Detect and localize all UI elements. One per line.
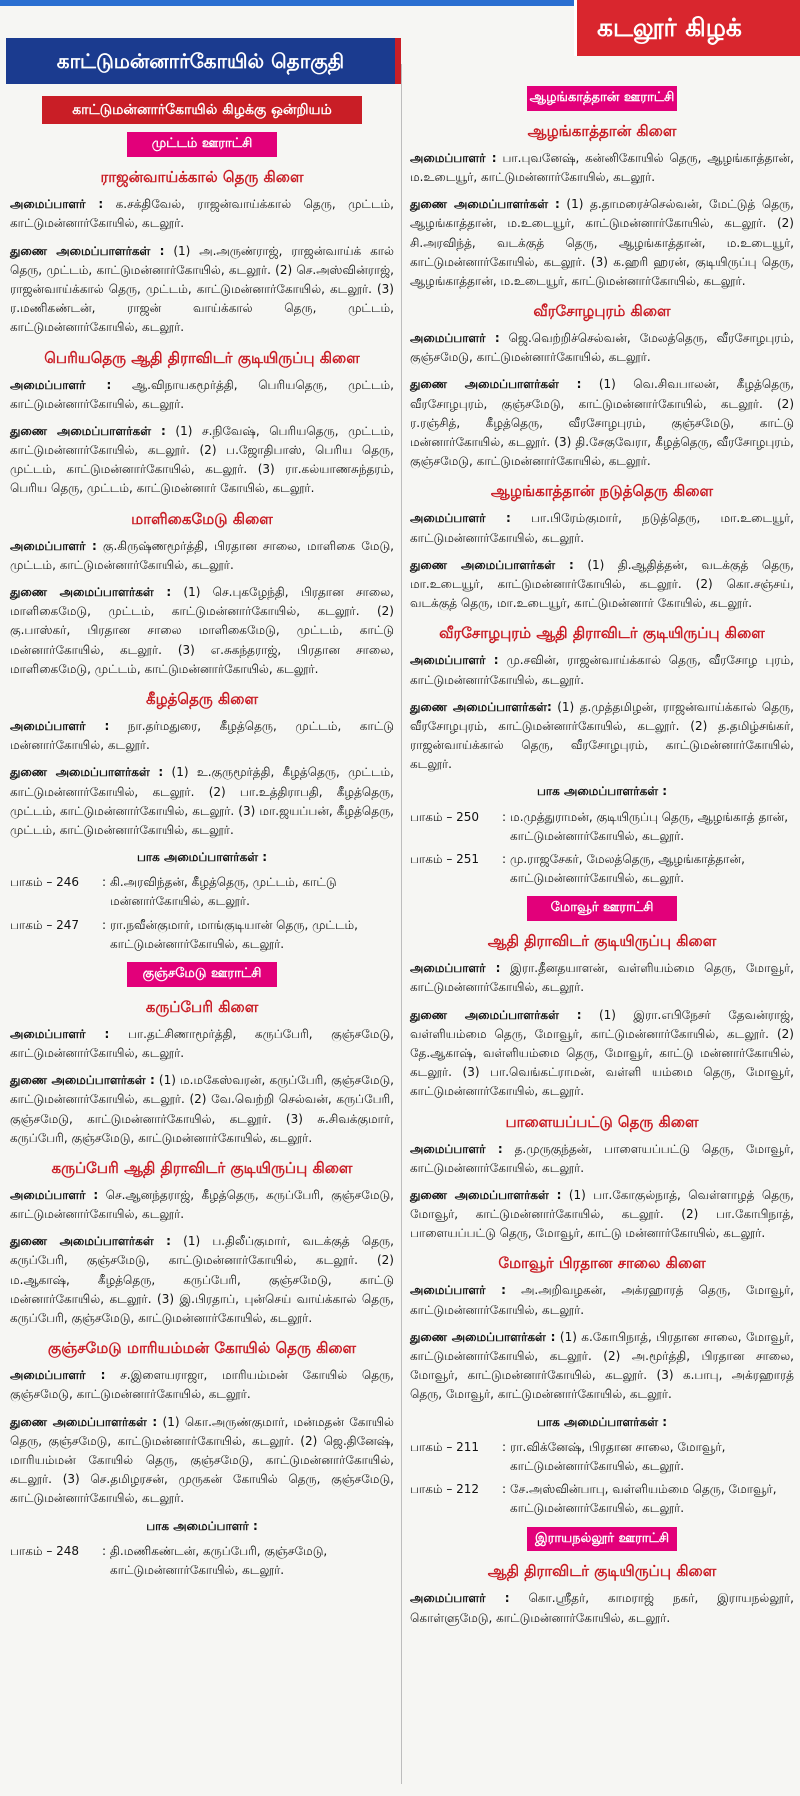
panchayat-heading: முட்டம் ஊராட்சி — [127, 132, 277, 157]
organizer-value: ஜெ.வெற்றிச்செல்வன், மேலத்தெரு, வீரசோழபுரம், குஞ்சமேடு, காட்டுமன்னார்கோயில், கடலூர். — [410, 331, 794, 365]
region-banner: கடலூர் கிழக் — [574, 0, 800, 56]
ward-organizer: கி.அரவிந்தன், கீழத்தெரு, முட்டம், காட்டு மன்னார்கோயில், கடலூர். — [110, 875, 337, 909]
deputy-entry — [410, 556, 794, 614]
organizer-value: இரா.தீனதயாளன், வள்ளியம்மை தெரு, மோவூர், காட்டுமன்னார்கோயில், கடலூர். — [410, 961, 794, 995]
ward-organizer: ரா.விக்னேஷ், பிரதான சாலை, மோவூர், காட்டுமன்னார்கோயில், கடலூர். — [510, 1439, 726, 1473]
organizer-label: அமைப்பாளர் : — [410, 1283, 506, 1298]
deputy-label: துணை அமைப்பாளர்கள் : — [10, 243, 165, 258]
organizer-entry — [410, 959, 794, 997]
deputy-value: (1) அ.அருண்ராஜ், ராஜன்வாய்க் கால் தெரு, முட்டம், காட்டுமன்னார்கோயில், கடலூர். (2) செ.அஸ்வின்ராஜ், ராஜன்வாய்க்கால் தெரு, முட்டம், காட்டுமன்னார்கோயில், கடலூர். (3) ர.மணிகண்டன், ராஜன் வாய்க்கால் தெரு, முட்டம், காட்டுமன்னார்கோயில், கடலூர். — [10, 243, 394, 335]
branch-title: கருப்பேரி ஆதி திராவிடர் குடியிருப்பு கிளை — [51, 1158, 353, 1177]
deputy-label: துணை அமைப்பாளர்கள் : — [10, 423, 166, 438]
organizer-value: க.சக்திவேல், ராஜன்வாய்க்கால் தெரு, முட்டம், காட்டுமன்னார்கோயில், கடலூர். — [10, 197, 394, 231]
deputy-value: (1) செ.புகழேந்தி, பிரதான சாலை, மாளிகைமேடு, முட்டம், காட்டுமன்னார்கோயில், கடலூர். (2) கு.பாஸ்கர், பிரதான சாலை மாளிகைமேடு, முட்டம், காட்டு மன்னார்கோயில், கடலூர். (3) எ.சுகந்தராஜ், பிரதான சாலை, மாளிகைமேடு, முட்டம், காட்டுமன்னார்கோயில், கடலூர். — [10, 585, 394, 676]
right-column — [410, 78, 794, 1636]
branch-title: ஆதி திராவிடர் குடியிருப்பு கிளை — [487, 1562, 717, 1581]
deputy-entry — [10, 1232, 394, 1328]
ward-organizers-heading: பாக அமைப்பாளர்கள் : — [536, 1414, 668, 1429]
deputy-label: துணை அமைப்பாளர்கள் : — [10, 1234, 171, 1249]
ward-organizers-heading: பாக அமைப்பாளர்கள் : — [136, 850, 268, 865]
deputy-label: துணை அமைப்பாளர்கள் : — [410, 1007, 582, 1022]
deputy-value: (1) கொ.அருண்குமார், மன்மதன் கோயில் தெரு, குஞ்சமேடு, காட்டுமன்னார்கோயில், கடலூர். (2) ஜெ.தினேஷ், மாரியம்மன் கோயில் தெரு, குஞ்சமேடு, காட்டுமன்னார்கோயில், கடலூர். (3) செ.தமிழரசன், முருகன் கோயில் தெரு, குஞ்சமேடு, காட்டுமன்னார்கோயில், கடலூர். — [10, 1414, 394, 1506]
ward-number: பாகம் – 248 — [10, 1543, 80, 1558]
branch-title: ராஜன்வாய்க்கால் தெரு கிளை — [100, 168, 304, 187]
organizer-entry — [410, 329, 794, 367]
deputy-value: (1) ப.திலீப்குமார், வடக்குத் தெரு, கருப்பேரி, குஞ்சமேடு, காட்டுமன்னார்கோயில், கடலூர். (2) ம.ஆகாஷ், கீழத்தெரு, கருப்பேரி, குஞ்சமேடு, காட்டு மன்னார்கோயில், கடலூர். (3) இ.பிரதாப், புன்செய் வாய்க்கால் தெரு, கருப்பேரி, குஞ்சமேடு, காட்டுமன்னார்கோயில், கடலூர். — [10, 1234, 394, 1326]
deputy-value: (1) பா.கோகுல்நாத், வெள்ளாழத் தெரு, மோவூர், காட்டுமன்னார்கோயில், கடலூர். (2) பா.கோபிநாத், பாளையப்பட்டு தெரு, மோவூர், காட்டு மன்னார்கோயில், கடலூர். — [410, 1187, 794, 1241]
organizer-value: செ.ஆனந்தராஜ், கீழத்தெரு, கருப்பேரி, குஞ்சமேடு, காட்டுமன்னார்கோயில், கடலூர். — [10, 1187, 394, 1222]
ward-organizer: சே.அஸ்வின்பாபு, வள்ளியம்மை தெரு, மோவூர், காட்டுமன்னார்கோயில், கடலூர். — [510, 1482, 777, 1516]
deputy-value: (1) தி.ஆதித்தன், வடக்குத் தெரு, மா.உடையூர், காட்டுமன்னார்கோயில், கடலூர். (2) கொ.சஞ்சய், வடக்குத் தெரு, மா.உடையூர், காட்டுமன்னார் கோயில், கடலூர். — [410, 557, 794, 611]
organizer-value: கு.கிருஷ்ணமூர்த்தி, பிரதான சாலை, மாளிகை மேடு, முட்டம், காட்டுமன்னார்கோயில், கடலூர். — [10, 538, 394, 572]
organizer-label: அமைப்பாளர் : — [10, 718, 110, 733]
branch-title: பெரியதெரு ஆதி திராவிடர் குடியிருப்பு கிளை — [44, 348, 360, 367]
deputy-label: துணை அமைப்பாளர்கள் : — [410, 1187, 562, 1202]
deputy-label: துணை அமைப்பாளர்கள் : — [410, 557, 574, 572]
deputy-value: (1) க.கோபிநாத், பிரதான சாலை, மோவூர், காட்டுமன்னார்கோயில், கடலூர். (2) அ.மூர்த்தி, பிரதான சாலை, மோவூர், காட்டுமன்னார்கோயில், கடலூர். (3) க.பாபு, அக்ரஹாரத் தெரு, மோவூர், காட்டுமன்னார்கோயில், கடலூர். — [410, 1329, 795, 1402]
ward-number: பாகம் – 251 — [410, 852, 480, 867]
deputy-entry — [410, 698, 794, 775]
organizer-value: நா.தர்மதுரை, கீழத்தெரு, முட்டம், காட்டு மன்னார்கோயில், கடலூர். — [10, 718, 394, 753]
deputy-entry — [10, 763, 394, 840]
organizer-label: அமைப்பாளர் : — [10, 1026, 110, 1041]
organizer-label: அமைப்பாளர் : — [10, 377, 112, 392]
deputy-entry — [410, 1328, 794, 1405]
deputy-entry — [410, 1186, 794, 1244]
organizer-label: அமைப்பாளர் : — [410, 331, 500, 346]
union-title: காட்டுமன்னார்கோயில் கிழக்கு ஒன்றியம் — [42, 96, 362, 124]
deputy-value: (1) ச.நிவேஷ், பெரியதெரு, முட்டம், காட்டுமன்னார்கோயில், கடலூர். (2) ப.ஜோதிபாஸ், பெரிய தெரு, முட்டம், காட்டுமன்னார்கோயில், கடலூர். (3) ரா.கல்யாணசுந்தரம், பெரிய தெரு, முட்டம், காட்டுமன்னார் கோயில், கடலூர். — [10, 423, 394, 496]
deputy-value: (1) உ.குருமூர்த்தி, கீழத்தெரு, முட்டம், காட்டுமன்னார்கோயில், கடலூர். (2) பா.உத்திராபதி, கீழத்தெரு, முட்டம், காட்டுமன்னார்கோயில், கடலூர். (3) மா.ஜயப்பன், கீழத்தெரு, முட்டம், காட்டுமன்னார்கோயில், கடலூர். — [10, 765, 394, 837]
organizer-label: அமைப்பாளர் : — [10, 1368, 106, 1383]
branch-title: ஆழங்காத்தான் நடுத்தெரு கிளை — [490, 482, 714, 501]
deputy-value: (1) த.முத்தமிழன், ராஜன்வாய்க்கால் தெரு, வீரசோழபுரம், காட்டுமன்னார்கோயில், கடலூர். (2) த.தமிழ்சங்கர், ராஜன்வாய்க்கால் தெரு, வீரசோழபுரம், காட்டுமன்னார்கோயில், கடலூர். — [410, 699, 794, 772]
organizer-entry — [10, 1366, 394, 1404]
left-column — [10, 96, 394, 1584]
column-divider — [401, 64, 402, 1784]
panchayat-heading: மோவூர் ஊராட்சி — [527, 896, 677, 921]
deputy-entry — [10, 1413, 394, 1509]
deputy-entry — [410, 1006, 794, 1102]
ward-row: பாகம் – 211 : ரா.விக்னேஷ், பிரதான சாலை, மோவூர், காட்டுமன்னார்கோயில், கடலூர். — [410, 1438, 794, 1476]
organizer-entry — [410, 149, 794, 187]
organizer-entry — [10, 717, 394, 755]
organizer-label: அமைப்பாளர் : — [410, 961, 501, 976]
organizer-label: அமைப்பாளர் : — [410, 1141, 503, 1156]
deputy-label: துணை அமைப்பாளர்கள் : — [10, 1073, 155, 1088]
branch-title: வீரசோழபுரம் ஆதி திராவிடர் குடியிருப்பு கிளை — [439, 624, 765, 643]
ward-number: பாகம் – 211 — [410, 1439, 480, 1454]
ward-organizer: தி.மணிகண்டன், கருப்பேரி, குஞ்சமேடு, காட்டுமன்னார்கோயில், கடலூர். — [110, 1543, 328, 1577]
deputy-label: துணை அமைப்பாளர்கள் : — [410, 197, 560, 212]
organizer-entry — [10, 537, 394, 575]
deputy-entry — [10, 1071, 394, 1148]
organizer-label: அமைப்பாளர் : — [410, 653, 499, 668]
ward-organizers-heading: பாக அமைப்பாளர்கள் : — [536, 784, 668, 799]
ward-row: பாகம் – 250 : ம.முத்துராமன், குடியிருப்பு தெரு, ஆழங்காத் தான், காட்டுமன்னார்கோயில், கடலூர். — [410, 808, 794, 846]
branch-title: வீரசோழபுரம் கிளை — [533, 302, 671, 321]
organizer-value: ச.இளையராஜா, மாரியம்மன் கோயில் தெரு, குஞ்சமேடு, காட்டுமன்னார்கோயில், கடலூர். — [10, 1368, 394, 1402]
branch-title: ஆழங்காத்தான் கிளை — [527, 121, 677, 140]
organizer-entry — [410, 1140, 794, 1178]
deputy-entry — [10, 583, 394, 679]
organizer-value: கொ.ஸ்ரீதர், காமராஜ் நகர், இராயநல்லூர், கொள்ளுமேடு, காட்டுமன்னார்கோயில், கடலூர். — [410, 1591, 794, 1625]
branch-title: ஆதி திராவிடர் குடியிருப்பு கிளை — [487, 932, 717, 951]
organizer-value: ஆ.விநாயகமூர்த்தி, பெரியதெரு, முட்டம், காட்டுமன்னார்கோயில், கடலூர். — [10, 377, 394, 411]
organizer-label: அமைப்பாளர் : — [10, 1187, 99, 1202]
ward-row: பாகம் – 247 : ரா.நவீன்குமார், மாங்குடியான் தெரு, முட்டம், காட்டுமன்னார்கோயில், கடலூர். — [10, 916, 394, 954]
ward-number: பாகம் – 247 — [10, 917, 80, 932]
deputy-value: (1) வெ.சிவபாலன், கீழத்தெரு, வீரசோழபுரம், குஞ்சமேடு, காட்டுமன்னார்கோயில், கடலூர். (2) ர.ரஞ்சித், கீழத்தெரு, வீரசோழபுரம், குஞ்சமேடு, காட்டு மன்னார்கோயில், கடலூர். (3) தி.சேகுவேரா, கீழத்தெரு, வீரசோழபுரம், குஞ்சமேடு, காட்டுமன்னார்கோயில், கடலூர். — [410, 377, 795, 469]
organizer-entry — [410, 651, 794, 689]
deputy-value: (1) இரா.எபிநேசர் தேவன்ராஜ், வள்ளியம்மை தெரு, மோவூர், காட்டுமன்னார்கோயில், கடலூர். (2) தே.ஆகாஷ், வள்ளியம்மை தெரு, மோவூர், காட்டு மன்னார்கோயில், கடலூர். (3) பா.வெங்கட்ராமன், வள்ளி யம்மை தெரு, மோவூர், காட்டுமன்னார்கோயில், கடலூர். — [410, 1007, 794, 1099]
organizer-value: அ.அறிவழகன், அக்ரஹாரத் தெரு, மோவூர், காட்டுமன்னார்கோயில், கடலூர். — [410, 1283, 794, 1317]
ward-number: பாகம் – 212 — [410, 1482, 480, 1497]
ward-row: பாகம் – 248 : தி.மணிகண்டன், கருப்பேரி, குஞ்சமேடு, காட்டுமன்னார்கோயில், கடலூர். — [10, 1542, 394, 1580]
organizer-entry — [10, 195, 394, 233]
panchayat-heading: இராயநல்லூர் ஊராட்சி — [527, 1527, 677, 1552]
organizer-label: அமைப்பாளர் : — [10, 197, 104, 212]
ward-row: பாகம் – 212 : சே.அஸ்வின்பாபு, வள்ளியம்மை தெரு, மோவூர், காட்டுமன்னார்கோயில், கடலூர். — [410, 1480, 794, 1518]
organizer-value: மு.சவின், ராஜன்வாய்க்கால் தெரு, வீரசோழ புரம், காட்டுமன்னார்கோயில், கடலூர். — [410, 653, 794, 687]
constituency-title: காட்டுமன்னார்கோயில் தொகுதி — [6, 38, 401, 84]
organizer-entry — [10, 376, 394, 414]
branch-title: குஞ்சமேடு மாரியம்மன் கோயில் தெரு கிளை — [47, 1339, 357, 1358]
ward-organizers-heading: பாக அமைப்பாளர் : — [146, 1518, 258, 1533]
deputy-value: (1) த.தாமரைச்செல்வன், மேட்டுத் தெரு, ஆழங்காத்தான், ம.உடையூர், காட்டுமன்னார்கோயில், கடலூர். (2) சி.அரவிந்த், வடக்குத் தெரு, ஆழங்காத்தான், ம.உடையூர், காட்டுமன்னார்கோயில், கடலூர். (3) க.ஹரி ஹரன், குடியிருப்பு தெரு, ஆழங்காத்தான், ம.உடையூர், காட்டுமன்னார்கோயில், கடலூர். — [410, 197, 794, 288]
deputy-label: துணை அமைப்பாளர்கள் : — [410, 377, 582, 392]
ward-row: பாகம் – 246 : கி.அரவிந்தன், கீழத்தெரு, முட்டம், காட்டு மன்னார்கோயில், கடலூர். — [10, 873, 394, 911]
organizer-entry — [410, 1589, 794, 1627]
panchayat-heading: ஆழங்காத்தான் ஊராட்சி — [527, 86, 677, 111]
deputy-label: துணை அமைப்பாளர்கள் : — [10, 585, 172, 599]
ward-row: பாகம் – 251 : மு.ராஜசேகர், மேலத்தெரு, ஆழங்காத்தான், காட்டுமன்னார்கோயில், கடலூர். — [410, 850, 794, 888]
organizer-label: அமைப்பாளர் : — [410, 511, 511, 526]
organizer-entry — [410, 509, 794, 547]
organizer-label: அமைப்பாளர் : — [410, 150, 497, 165]
branch-title: மாளிகைமேடு கிளை — [131, 509, 273, 528]
deputy-label: துணை அமைப்பாளர்கள்: — [410, 699, 552, 714]
deputy-entry — [410, 195, 794, 291]
organizer-value: பா.தட்சிணாமூர்த்தி, கருப்பேரி, குஞ்சமேடு, காட்டுமன்னார்கோயில், கடலூர். — [10, 1026, 394, 1060]
organizer-value: பா.புவனேஷ், கன்னிகோயில் தெரு, ஆழங்காத்தான், ம.உடையூர், காட்டுமன்னார்கோயில், கடலூர். — [410, 150, 794, 184]
organizer-entry — [410, 1281, 794, 1319]
branch-title: மோவூர் பிரதான சாலை கிளை — [498, 1254, 706, 1273]
ward-number: பாகம் – 246 — [10, 875, 80, 890]
deputy-label: துணை அமைப்பாளர்கள் : — [10, 765, 164, 780]
ward-organizer: மு.ராஜசேகர், மேலத்தெரு, ஆழங்காத்தான், காட்டுமன்னார்கோயில், கடலூர். — [510, 852, 745, 886]
branch-title: கருப்பேரி கிளை — [145, 997, 259, 1016]
branch-title: பாளையப்பட்டு தெரு கிளை — [505, 1112, 699, 1131]
deputy-label: துணை அமைப்பாளர்கள் : — [410, 1329, 556, 1344]
organizer-entry — [10, 1186, 394, 1224]
organizer-value: பா.பிரேம்குமார், நடுத்தெரு, மா.உடையூர், காட்டுமன்னார்கோயில், கடலூர். — [410, 511, 794, 545]
organizer-value: த.முருகுந்தன், பாளையப்பட்டு தெரு, மோவூர், காட்டுமன்னார்கோயில், கடலூர். — [410, 1141, 794, 1175]
organizer-label: அமைப்பாளர் : — [410, 1591, 510, 1606]
deputy-entry — [10, 242, 394, 338]
deputy-value: (1) ம.மகேஸ்வரன், கருப்பேரி, குஞ்சமேடு, காட்டுமன்னார்கோயில், கடலூர். (2) வே.வெற்றி செல்வன், கருப்பேரி, குஞ்சமேடு, காட்டுமன்னார்கோயில், கடலூர். (3) சு.சிவக்குமார், கருப்பேரி, குஞ்சமேடு, காட்டுமன்னார்கோயில், கடலூர். — [10, 1073, 394, 1145]
organizer-label: அமைப்பாளர் : — [10, 538, 97, 553]
ward-organizer: ரா.நவீன்குமார், மாங்குடியான் தெரு, முட்டம், காட்டுமன்னார்கோயில், கடலூர். — [110, 917, 358, 951]
branch-title: கீழத்தெரு கிளை — [145, 689, 259, 708]
ward-organizer: ம.முத்துராமன், குடியிருப்பு தெரு, ஆழங்காத் தான், காட்டுமன்னார்கோயில், கடலூர். — [510, 809, 789, 843]
organizer-entry — [10, 1025, 394, 1063]
panchayat-heading: குஞ்சமேடு ஊராட்சி — [127, 962, 277, 987]
deputy-entry — [10, 422, 394, 499]
deputy-label: துணை அமைப்பாளர்கள் : — [10, 1414, 158, 1429]
deputy-entry — [410, 375, 794, 471]
ward-number: பாகம் – 250 — [410, 809, 480, 824]
